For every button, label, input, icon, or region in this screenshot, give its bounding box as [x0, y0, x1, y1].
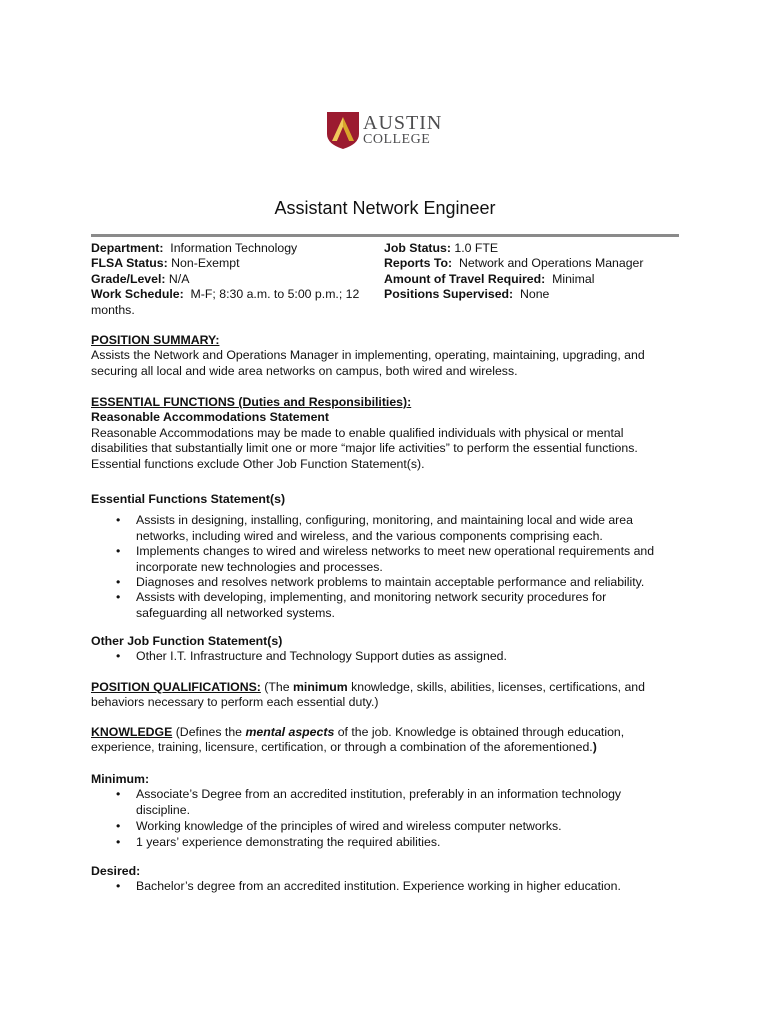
qualifications-line: POSITION QUALIFICATIONS: (The minimum knowledge, skills, abilities, licenses, certifications, and [91, 680, 645, 694]
schedule-row: Work Schedule: M-F; 8:30 a.m. to 5:00 p.m.; 12 [91, 287, 360, 302]
minimum-list [91, 787, 681, 850]
shield-icon [326, 110, 360, 150]
accommodations-line: disabilities that substantially limit one or more “major life activities” to perform the essential functions. [91, 441, 638, 456]
summary-line: Assists the Network and Operations Manager in implementing, operating, maintaining, upgrading, and [91, 348, 645, 363]
desired-heading: Desired: [91, 864, 141, 878]
list-item: • 1 years’ experience demonstrating the required abilities. [116, 834, 441, 849]
list-item: • Associate’s Degree from an accredited institution, preferably in an information technology discipline. [116, 787, 622, 817]
position-summary-section [91, 333, 681, 379]
header-left-column [91, 241, 381, 318]
summary-line: securing all local and wide area networks on campus, both wired and wireless. [91, 363, 518, 378]
essential-heading: ESSENTIAL FUNCTIONS (Duties and Responsibilities): [91, 395, 412, 409]
list-item: • Bachelor’s degree from an accredited institution. Experience working in higher education. [116, 879, 621, 894]
logo-line-college: COLLEGE [363, 132, 431, 147]
statements-heading: Essential Functions Statement(s) [91, 492, 286, 506]
supervised-row: Positions Supervised: None [384, 287, 550, 302]
accommodations-line: Reasonable Accommodations may be made to enable qualified individuals with physical or mental [91, 425, 624, 440]
reports-to-row: Reports To: Network and Operations Manager [384, 256, 644, 271]
list-item: • Assists in designing, installing, configuring, monitoring, and maintaining local and wide area networks, including wired and wireless, and the various components comprising each. [116, 513, 633, 543]
austin-college-logo [326, 110, 446, 150]
department-row: Department: Information Technology [91, 241, 298, 255]
qualifications-line: behaviors necessary to perform each essential duty.) [91, 695, 379, 710]
list-item: • Assists with developing, implementing, and monitoring network security procedures for safeguarding all networked systems. [116, 590, 607, 620]
page-title: Assistant Network Engineer [274, 198, 496, 218]
minimum-heading: Minimum: [91, 772, 150, 786]
minimum-section [91, 772, 681, 850]
travel-row: Amount of Travel Required: Minimal [384, 271, 595, 286]
schedule-row-cont: months. [91, 302, 135, 317]
title-divider [91, 234, 679, 237]
essential-list [91, 513, 681, 621]
header-right-column [384, 241, 684, 303]
logo-line-austin: AUSTIN [363, 112, 443, 134]
position-summary-heading: POSITION SUMMARY: [91, 333, 220, 347]
knowledge-line: experience, training, licensure, certification, or through a combination of the aforementioned.) [91, 740, 597, 755]
list-item: • Implements changes to wired and wireless networks to meet new operational requirements and incorporate new technologies and processes. [116, 544, 655, 574]
desired-list [91, 879, 681, 894]
essential-functions-section [91, 395, 681, 472]
accommodations-heading: Reasonable Accommodations Statement [91, 410, 330, 425]
other-functions-section [91, 634, 681, 665]
list-item: • Other I.T. Infrastructure and Technology Support duties as assigned. [116, 649, 507, 664]
flsa-row: FLSA Status: Non-Exempt [91, 256, 240, 271]
qualifications-section [91, 680, 681, 711]
desired-section [91, 864, 681, 895]
other-heading: Other Job Function Statement(s) [91, 634, 283, 648]
knowledge-section [91, 725, 681, 756]
other-list [91, 649, 681, 664]
job-status-row: Job Status: 1.0 FTE [384, 241, 499, 255]
accommodations-line: Essential functions exclude Other Job Function Statement(s). [91, 456, 425, 471]
knowledge-line: KNOWLEDGE (Defines the mental aspects of the job. Knowledge is obtained through education, [91, 725, 625, 739]
list-item: • Diagnoses and resolves network problems to maintain acceptable performance and reliability. [116, 575, 645, 590]
essential-statements-section [91, 492, 681, 621]
list-item: • Working knowledge of the principles of wired and wireless computer networks. [116, 819, 562, 834]
grade-row: Grade/Level: N/A [91, 271, 190, 286]
